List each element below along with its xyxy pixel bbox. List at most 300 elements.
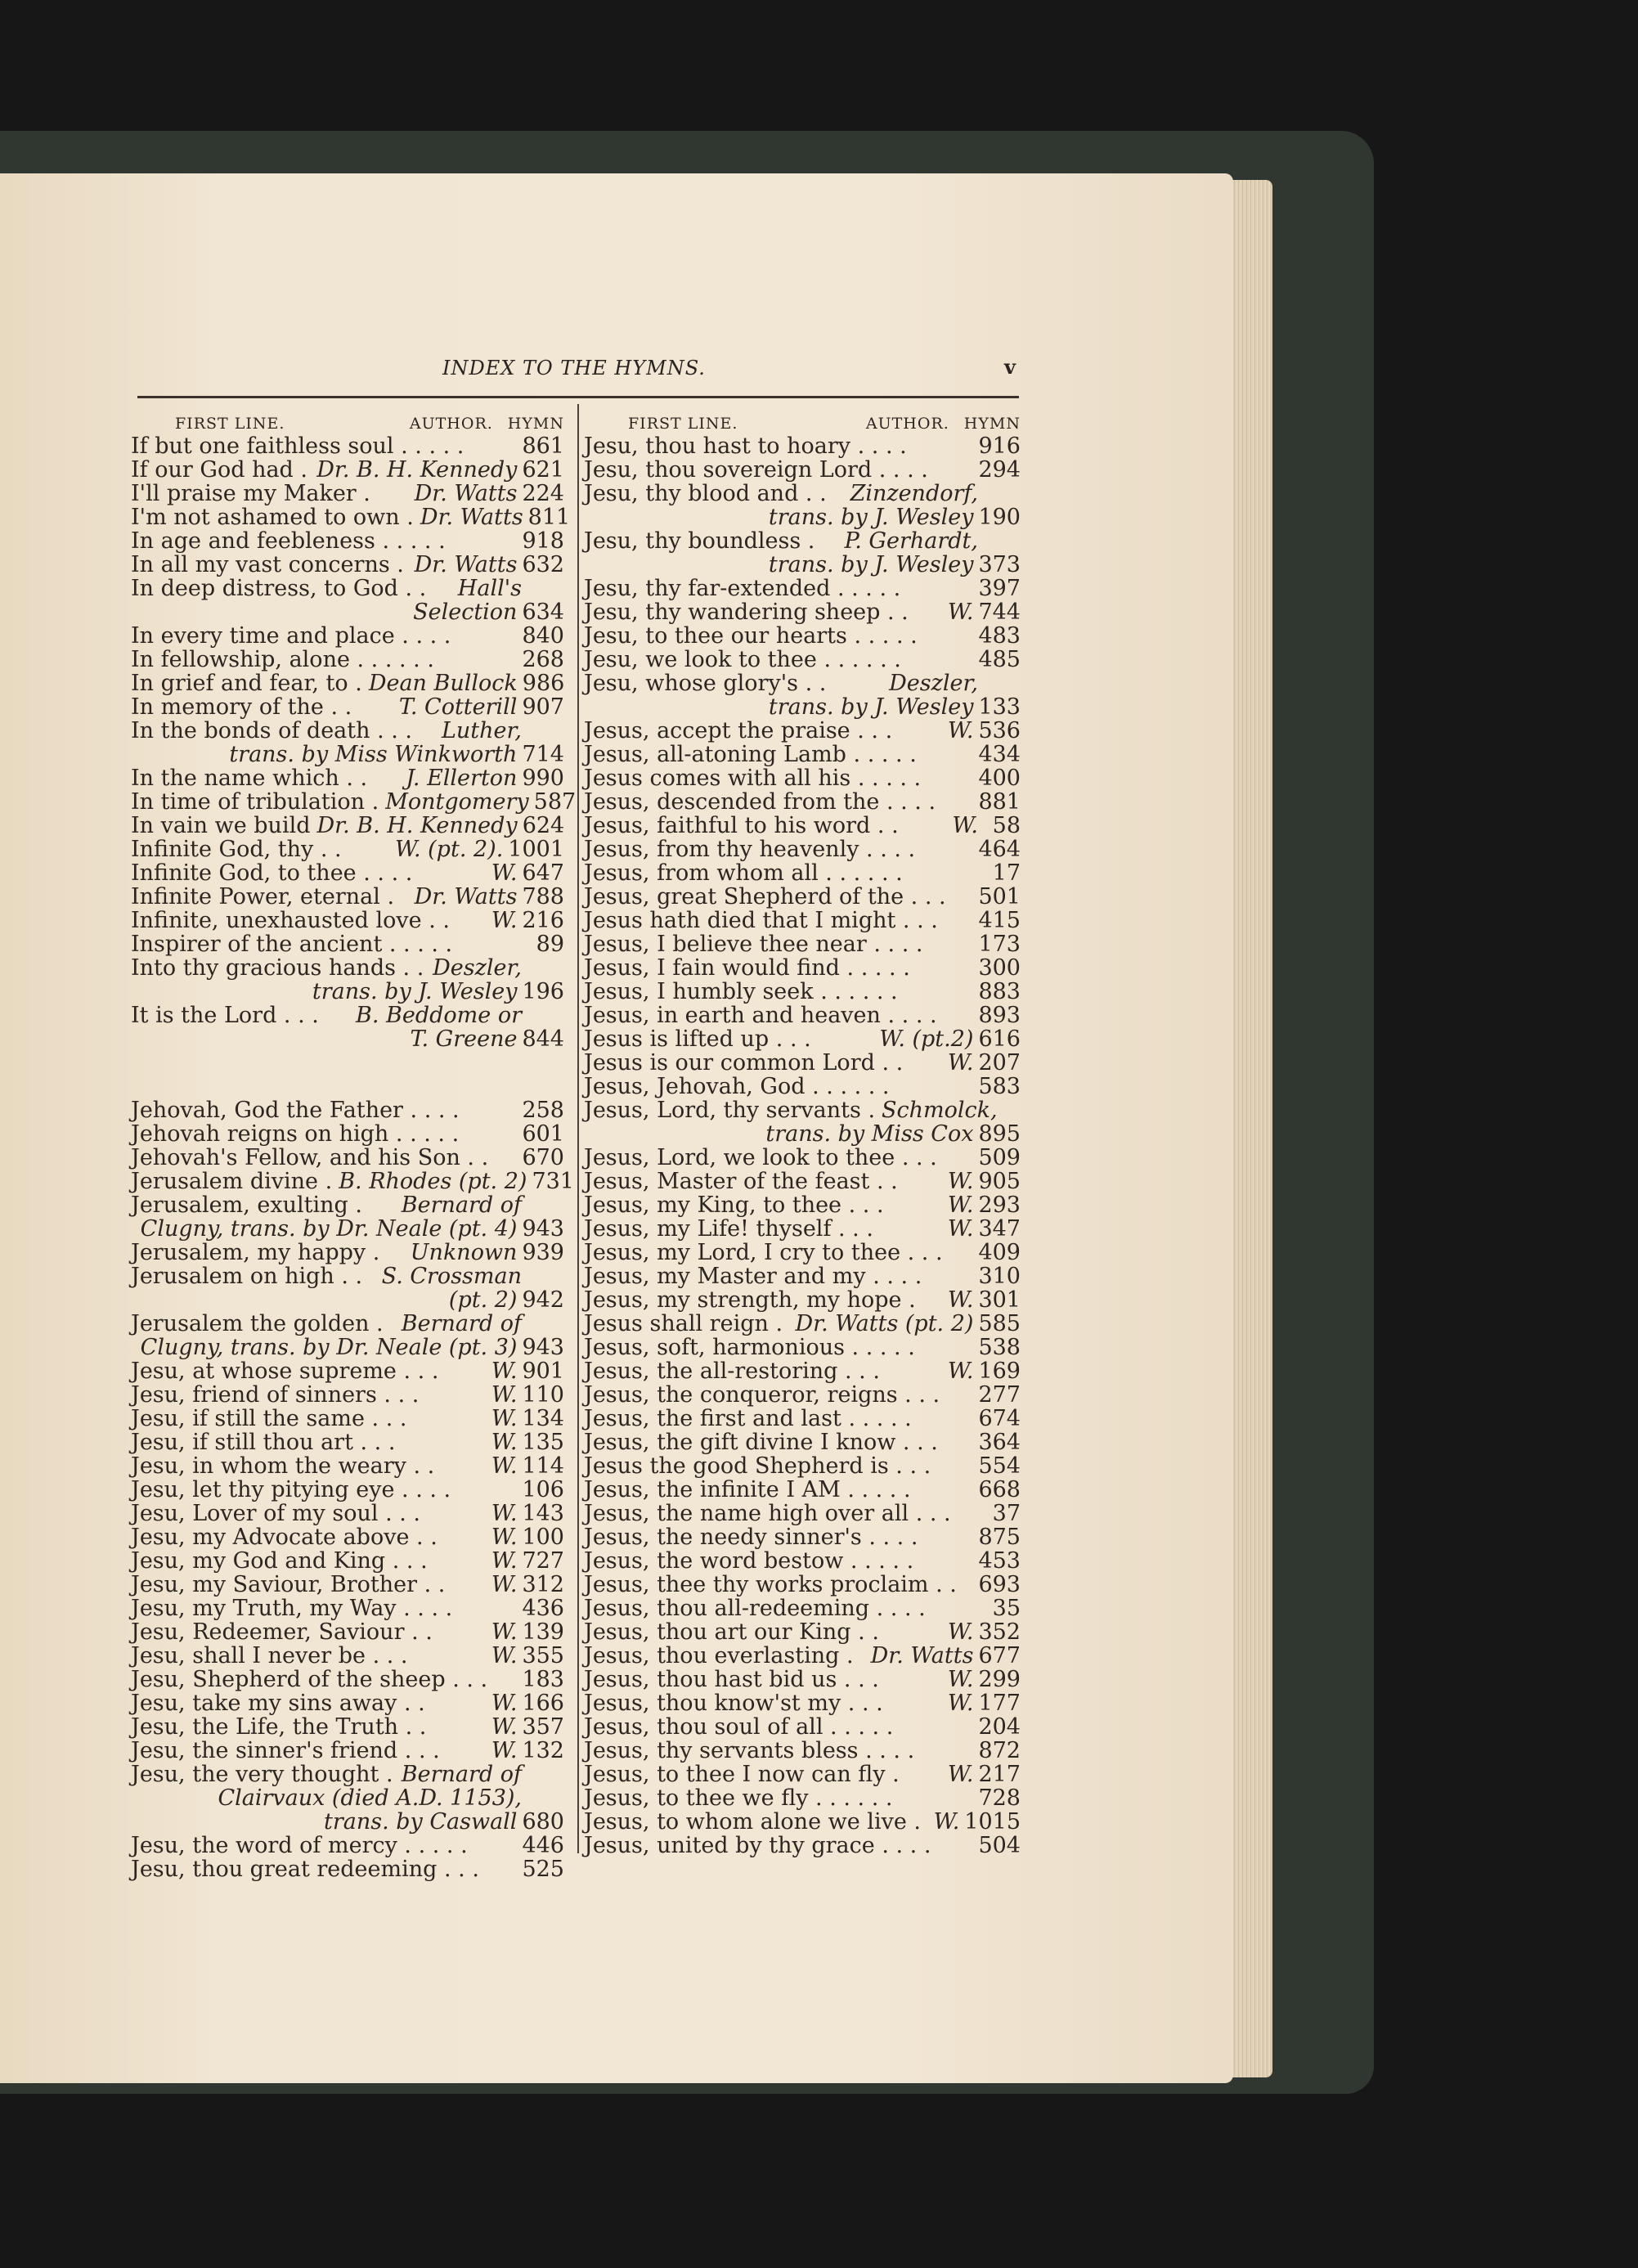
first-line: Jesus, my King, to thee . . . — [584, 1192, 884, 1218]
hymn-number: 680 — [522, 1809, 564, 1835]
hymn-number: 483 — [978, 623, 1021, 649]
first-line: Jesu, the Life, the Truth . . — [131, 1714, 427, 1740]
hymn-number: 415 — [978, 908, 1021, 933]
author: trans. by Miss Cox — [765, 1121, 974, 1147]
index-entry — [131, 624, 564, 648]
index-entry — [584, 980, 1021, 1004]
first-line: I'm not ashamed to own . — [131, 505, 414, 530]
index-entry — [131, 766, 564, 790]
hymn-number: 110 — [522, 1382, 564, 1408]
hymn-number: 538 — [978, 1335, 1021, 1360]
hymn-number: 634 — [522, 600, 564, 625]
index-entry — [584, 814, 1021, 838]
index-entry — [584, 1288, 1021, 1312]
hymn-number: 554 — [978, 1453, 1021, 1479]
index-entry — [584, 1454, 1021, 1478]
author: Dr. Watts — [414, 481, 518, 506]
index-entry — [584, 1170, 1021, 1193]
index-entry — [131, 553, 564, 577]
hymn-number: 986 — [522, 671, 565, 696]
index-entry — [131, 434, 564, 458]
first-line: I'll praise my Maker . — [131, 481, 370, 506]
first-line: Jesu, the very thought . — [131, 1762, 393, 1787]
author-header: AUTHOR. — [409, 415, 493, 433]
index-entry-continuation — [584, 505, 1021, 529]
index-entry — [131, 1098, 564, 1122]
author: W. — [947, 718, 974, 743]
index-entry — [131, 577, 564, 600]
index-entry-continuation — [584, 553, 1021, 577]
index-entry — [131, 1834, 564, 1857]
index-entry — [131, 1478, 564, 1502]
hymn-number: 895 — [978, 1121, 1021, 1147]
hymn-number: 587 — [533, 789, 577, 815]
hymn-number: 990 — [522, 766, 564, 791]
first-line: In the name which . . — [131, 766, 368, 791]
header-rule — [137, 396, 1019, 398]
first-line: Jesus, the needy sinner's . . . . — [584, 1525, 918, 1550]
hymn-number: 300 — [978, 955, 1021, 981]
hymn-number: 670 — [522, 1145, 564, 1170]
index-entry — [131, 1146, 564, 1170]
author: W. — [491, 1643, 518, 1668]
first-line: Jesus, my strength, my hope . — [584, 1287, 916, 1313]
author: Clairvaux (died A.D. 1153), — [218, 1785, 522, 1811]
hymn-number: 400 — [978, 766, 1021, 791]
hymn-header: HYMN — [963, 415, 1021, 433]
first-line: Jesus, thou art our King . . — [584, 1619, 879, 1645]
hymn-number: 583 — [978, 1074, 1021, 1099]
author: Clugny, trans. by Dr. Neale (pt. 4) — [140, 1216, 518, 1242]
hymn-number: 268 — [522, 647, 564, 672]
first-line: In every time and place . . . . — [131, 623, 451, 649]
first-line-header: FIRST LINE. — [628, 415, 738, 433]
index-entry — [131, 1763, 564, 1786]
first-line: In age and feebleness . . . . . — [131, 528, 446, 554]
first-line: Jesu, let thy pitying eye . . . . — [131, 1477, 451, 1502]
first-line: Jesus, descended from the . . . . — [584, 789, 936, 815]
running-title: INDEX TO THE HYMNS. — [442, 357, 706, 379]
first-line: Jesu, we look to thee . . . . . . — [584, 647, 901, 672]
hymn-number: 907 — [522, 694, 564, 720]
first-line: Jesus, Lord, we look to thee . . . — [584, 1145, 937, 1170]
hymn-number: 299 — [978, 1667, 1021, 1692]
author: B. Beddome or — [356, 1003, 522, 1028]
index-entry — [584, 529, 1021, 553]
first-line: In vain we build — [131, 813, 311, 838]
column-divider — [577, 404, 579, 1853]
index-entry — [131, 1122, 564, 1146]
author: Dr. B. H. Kennedy — [316, 457, 518, 483]
first-line: Jesus, to whom alone we live . — [584, 1809, 921, 1835]
index-entry — [131, 1169, 574, 1194]
first-line: Jerusalem on high . . — [131, 1264, 363, 1289]
index-entry — [584, 1075, 1021, 1098]
author: W. — [491, 1525, 518, 1550]
index-entry — [584, 1336, 1021, 1359]
index-entry — [584, 932, 1021, 956]
first-line: Jesu, thy wandering sheep . . — [584, 600, 909, 625]
author: Dr. B. H. Kennedy — [316, 813, 518, 838]
section-gap — [131, 1051, 564, 1098]
index-entry — [584, 1027, 1021, 1051]
first-line: Jesu, shall I never be . . . — [131, 1643, 408, 1668]
right-column — [584, 412, 1021, 1857]
index-entry-continuation — [131, 1027, 564, 1051]
index-entry — [584, 648, 1021, 671]
index-entry — [584, 838, 1021, 861]
first-line: Jesu, at whose supreme . . . — [131, 1359, 439, 1384]
hymn-number: 501 — [978, 884, 1021, 909]
column-header — [584, 412, 1021, 434]
author: trans. by Miss Winkworth — [229, 742, 518, 767]
index-entry-continuation — [131, 980, 564, 1004]
hymn-number: 844 — [522, 1026, 564, 1052]
hymn-number: 536 — [978, 718, 1021, 743]
left-column — [131, 412, 577, 1882]
author: trans. by J. Wesley — [768, 694, 974, 720]
author: S. Crossman — [381, 1264, 522, 1289]
index-entry — [584, 1502, 1021, 1525]
index-entry — [131, 482, 564, 505]
first-line: Jesus, accept the praise . . . — [584, 718, 893, 743]
index-entry — [584, 885, 1021, 909]
index-entry — [131, 1739, 564, 1763]
index-entry — [584, 1597, 1021, 1620]
first-line: Jesus, my Master and my . . . . — [584, 1264, 922, 1289]
author: W. — [491, 1548, 518, 1574]
first-line: Jerusalem, exulting . — [131, 1192, 362, 1218]
first-line: Jesu, in whom the weary . . — [131, 1453, 435, 1479]
hymn-number: 169 — [978, 1359, 1021, 1384]
hymn-number: 293 — [978, 1192, 1021, 1218]
first-line: Jesu, take my sins away . . — [131, 1691, 425, 1716]
author: trans. by J. Wesley — [312, 979, 518, 1004]
index-entry — [131, 789, 577, 815]
index-entry — [131, 1241, 564, 1264]
index-entry — [584, 1810, 1021, 1834]
index-entry — [131, 1407, 564, 1430]
author: W. — [947, 600, 974, 625]
first-line: Infinite, unexhausted love . . — [131, 908, 450, 933]
hymn-number: 693 — [978, 1572, 1021, 1597]
author: W. — [947, 1050, 974, 1076]
hymn-number: 939 — [522, 1240, 564, 1265]
index-entry — [584, 1715, 1021, 1739]
hymn-number: 204 — [978, 1714, 1021, 1740]
author: W. — [491, 1430, 518, 1455]
index-entry — [131, 1004, 564, 1027]
hymn-number: 357 — [522, 1714, 564, 1740]
first-line: In deep distress, to God . . — [131, 576, 427, 601]
first-line: In memory of the . . — [131, 694, 352, 720]
author: W. — [947, 1169, 974, 1194]
first-line: Jesus, soft, harmonious . . . . . — [584, 1335, 915, 1360]
first-line: Jesu, friend of sinners . . . — [131, 1382, 420, 1408]
index-entry — [131, 719, 564, 743]
hymn-number: 217 — [978, 1762, 1021, 1787]
index-entry — [131, 1312, 564, 1336]
first-line: Jesu, to thee our hearts . . . . . — [584, 623, 918, 649]
first-line: Jesu, my Advocate above . . — [131, 1525, 438, 1550]
hymn-number: 905 — [978, 1169, 1021, 1194]
index-entry — [584, 861, 1021, 885]
first-line: Jesus, in earth and heaven . . . . — [584, 1003, 937, 1028]
first-line: Jesus, Master of the feast . . — [584, 1169, 898, 1194]
first-line: Jesus, my Life! thyself . . . — [584, 1216, 873, 1242]
hymn-number: 677 — [978, 1643, 1021, 1668]
index-entry — [584, 790, 1021, 814]
hymn-number: 744 — [978, 600, 1021, 625]
index-entry — [584, 600, 1021, 624]
author: Bernard of — [401, 1311, 522, 1336]
hymn-number: 177 — [978, 1691, 1021, 1716]
hymn-number: 37 — [992, 1501, 1021, 1526]
hymn-number: 17 — [992, 860, 1021, 886]
hymn-number: 409 — [978, 1240, 1021, 1265]
hymn-number: 1001 — [508, 837, 564, 862]
index-entry — [584, 1051, 1021, 1075]
author: W. — [491, 1738, 518, 1763]
author: W. — [933, 1809, 960, 1835]
author: Dr. Watts — [414, 884, 518, 909]
index-entry — [584, 1478, 1021, 1502]
index-entry-continuation — [584, 695, 1021, 719]
index-entry — [584, 1359, 1021, 1383]
first-line: In all my vast concerns . — [131, 552, 404, 577]
author: Montgomery — [385, 789, 529, 815]
first-line: Jesus hath died that I might . . . — [584, 908, 938, 933]
index-entry — [584, 1098, 1021, 1122]
author: Luther, — [441, 718, 522, 743]
index-entry — [584, 1644, 1021, 1668]
index-entry — [584, 577, 1021, 600]
author: Hall's — [457, 576, 522, 601]
index-entry-continuation — [131, 1217, 564, 1241]
first-line: Jesu, my God and King . . . — [131, 1548, 428, 1574]
index-entry — [584, 671, 1021, 695]
first-line: Jesu, thy blood and . . — [584, 481, 827, 506]
first-line: Jesus, I fain would find . . . . . — [584, 955, 910, 981]
author: W. — [947, 1216, 974, 1242]
index-entry — [584, 1312, 1021, 1336]
index-entry — [131, 1525, 564, 1549]
first-line: Jesus, the gift divine I know . . . — [584, 1430, 938, 1455]
author: W. — [947, 1762, 974, 1787]
index-entry — [584, 1525, 1021, 1549]
index-entry — [131, 1383, 564, 1407]
author: W. — [947, 1287, 974, 1313]
index-entry — [584, 1004, 1021, 1027]
first-line: Jesus, I humbly seek . . . . . . — [584, 979, 898, 1004]
first-line: Jesu, Redeemer, Saviour . . — [131, 1619, 433, 1645]
hymn-number: 624 — [522, 813, 565, 838]
hymn-number: 453 — [978, 1548, 1021, 1574]
first-line: Jerusalem, my happy . — [131, 1240, 380, 1265]
hymn-number: 901 — [522, 1359, 564, 1384]
first-line: Jesu, thou sovereign Lord . . . . — [584, 457, 928, 483]
author: Dr. Watts — [414, 552, 518, 577]
author: W. — [491, 1501, 518, 1526]
hymn-number: 918 — [522, 528, 564, 554]
hymn-number: 301 — [978, 1287, 1021, 1313]
author: W. (pt.2) — [879, 1026, 974, 1052]
index-entry — [584, 956, 1021, 980]
first-line: Jesu, Shepherd of the sheep . . . — [131, 1667, 488, 1692]
first-line: Jesus, from whom all . . . . . . — [584, 860, 903, 886]
index-entry — [584, 1193, 1021, 1217]
index-entry — [584, 909, 1021, 932]
author: Dr. Watts — [420, 505, 523, 530]
hymn-number: 183 — [522, 1667, 564, 1692]
hymn-number: 364 — [978, 1430, 1021, 1455]
index-entry — [584, 1549, 1021, 1573]
index-entry — [131, 1573, 564, 1597]
author: J. Ellerton — [406, 766, 518, 791]
first-line: Jesus shall reign . — [584, 1311, 783, 1336]
first-line: Jesu, the sinner's friend . . . — [131, 1738, 440, 1763]
index-entry — [584, 1620, 1021, 1644]
hymn-number: 277 — [978, 1382, 1021, 1408]
hymn-number: 872 — [978, 1738, 1021, 1763]
index-entry — [584, 1668, 1021, 1691]
hymn-number: 916 — [978, 433, 1021, 459]
author: Bernard of — [401, 1192, 522, 1218]
hymn-number: 114 — [522, 1453, 564, 1479]
index-entry — [131, 1620, 564, 1644]
index-entry — [584, 1739, 1021, 1763]
first-line: Jesus, the conqueror, reigns . . . — [584, 1382, 940, 1408]
author: trans. by J. Wesley — [768, 552, 974, 577]
hymn-number: 143 — [522, 1501, 564, 1526]
hymn-number: 133 — [978, 694, 1021, 720]
author: W. — [491, 1714, 518, 1740]
hymn-number: 207 — [978, 1050, 1021, 1076]
hymn-number: 106 — [522, 1477, 564, 1502]
index-entry — [584, 624, 1021, 648]
author: Deszler, — [433, 955, 522, 981]
author: (pt. 2) — [448, 1287, 518, 1313]
first-line: In time of tribulation . — [131, 789, 379, 815]
index-entry — [584, 458, 1021, 482]
first-line: In grief and fear, to . — [131, 671, 362, 696]
author: W. — [947, 1691, 974, 1716]
hymn-number: 647 — [522, 860, 564, 886]
hymn-header: HYMN — [507, 415, 564, 433]
first-line: Jesus, faithful to his word . . — [584, 813, 899, 838]
first-line: Jesus, to thee I now can fly . — [584, 1762, 900, 1787]
first-line: Jesus, thy servants bless . . . . — [584, 1738, 915, 1763]
index-entry — [131, 1668, 564, 1691]
author: W. — [491, 1619, 518, 1645]
index-entry — [584, 1217, 1021, 1241]
index-entry — [131, 956, 564, 980]
first-line: Jesus, thou hast bid us . . . — [584, 1667, 879, 1692]
index-entry — [584, 1691, 1021, 1715]
index-entry — [131, 648, 564, 671]
first-line: Jesu, thy boundless . — [584, 528, 815, 554]
hymn-number: 811 — [527, 505, 571, 530]
first-line: Jesus, the first and last . . . . . — [584, 1406, 912, 1431]
first-line: If our God had . — [131, 457, 307, 483]
index-entry — [131, 909, 564, 932]
index-entry — [584, 1573, 1021, 1597]
index-entry — [131, 1644, 564, 1668]
index-entry — [584, 1264, 1021, 1288]
author: W. — [952, 813, 978, 838]
hymn-number: 100 — [522, 1525, 564, 1550]
hymn-number: 294 — [978, 457, 1021, 483]
hymn-number: 727 — [522, 1548, 564, 1574]
hymn-number: 893 — [978, 1003, 1021, 1028]
index-entry — [584, 1241, 1021, 1264]
hymn-number: 883 — [978, 979, 1021, 1004]
first-line: If but one faithless soul . . . . . — [131, 433, 464, 459]
author: B. Rhodes (pt. 2) — [339, 1169, 527, 1194]
first-line: Jesus, thou know'st my . . . — [584, 1691, 883, 1716]
first-line: Jesus, thou everlasting . — [584, 1643, 854, 1668]
hymn-number: 132 — [522, 1738, 564, 1763]
first-line: Jesus, united by thy grace . . . . — [584, 1833, 931, 1858]
hymn-number: 943 — [522, 1216, 564, 1242]
first-line: Jesu, thou great redeeming . . . — [131, 1857, 479, 1882]
first-line: Infinite Power, eternal . — [131, 884, 395, 909]
index-entry-continuation — [131, 1786, 564, 1810]
first-line: Jesus, the all-restoring . . . — [584, 1359, 880, 1384]
hymn-number: 464 — [978, 837, 1021, 862]
first-line: Infinite God, thy . . — [131, 837, 342, 862]
author: Deszler, — [889, 671, 978, 696]
hymn-number: 347 — [978, 1216, 1021, 1242]
index-entry — [131, 861, 564, 885]
hymn-number: 875 — [978, 1525, 1021, 1550]
hymn-number: 616 — [978, 1026, 1021, 1052]
hymn-number: 881 — [978, 789, 1021, 815]
hymn-number: 216 — [522, 908, 564, 933]
hymn-number: 190 — [978, 505, 1021, 530]
first-line: It is the Lord . . . — [131, 1003, 319, 1028]
first-line-header: FIRST LINE. — [175, 415, 285, 433]
index-entry — [131, 1715, 564, 1739]
author: Unknown — [410, 1240, 518, 1265]
author: W. — [947, 1619, 974, 1645]
hymn-number: 173 — [978, 932, 1021, 957]
author: W. (pt. 2). — [394, 837, 504, 862]
first-line: Jesu, thy far-extended . . . . . — [584, 576, 901, 601]
author: W. — [947, 1359, 974, 1384]
index-entry — [131, 1359, 564, 1383]
author: Dr. Watts — [870, 1643, 974, 1668]
index-entry — [584, 1763, 1021, 1786]
hymn-number: 632 — [522, 552, 564, 577]
hymn-number: 224 — [522, 481, 564, 506]
first-line: Jesu, whose glory's . . — [584, 671, 827, 696]
first-line: Jehovah reigns on high . . . . . — [131, 1121, 460, 1147]
index-entry — [131, 1691, 564, 1715]
index-entry-continuation — [131, 1810, 564, 1834]
first-line: Jesus, all-atoning Lamb . . . . . — [584, 742, 917, 767]
author: W. — [491, 1453, 518, 1479]
index-entry — [131, 838, 564, 861]
first-line: Jesu, my Saviour, Brother . . — [131, 1572, 446, 1597]
author: W. — [947, 1667, 974, 1692]
index-entry — [131, 1430, 564, 1454]
index-entry-continuation — [131, 743, 564, 766]
page-header — [0, 357, 1233, 389]
index-entry — [131, 1502, 564, 1525]
hymn-number: 788 — [522, 884, 564, 909]
index-entry — [131, 814, 564, 838]
